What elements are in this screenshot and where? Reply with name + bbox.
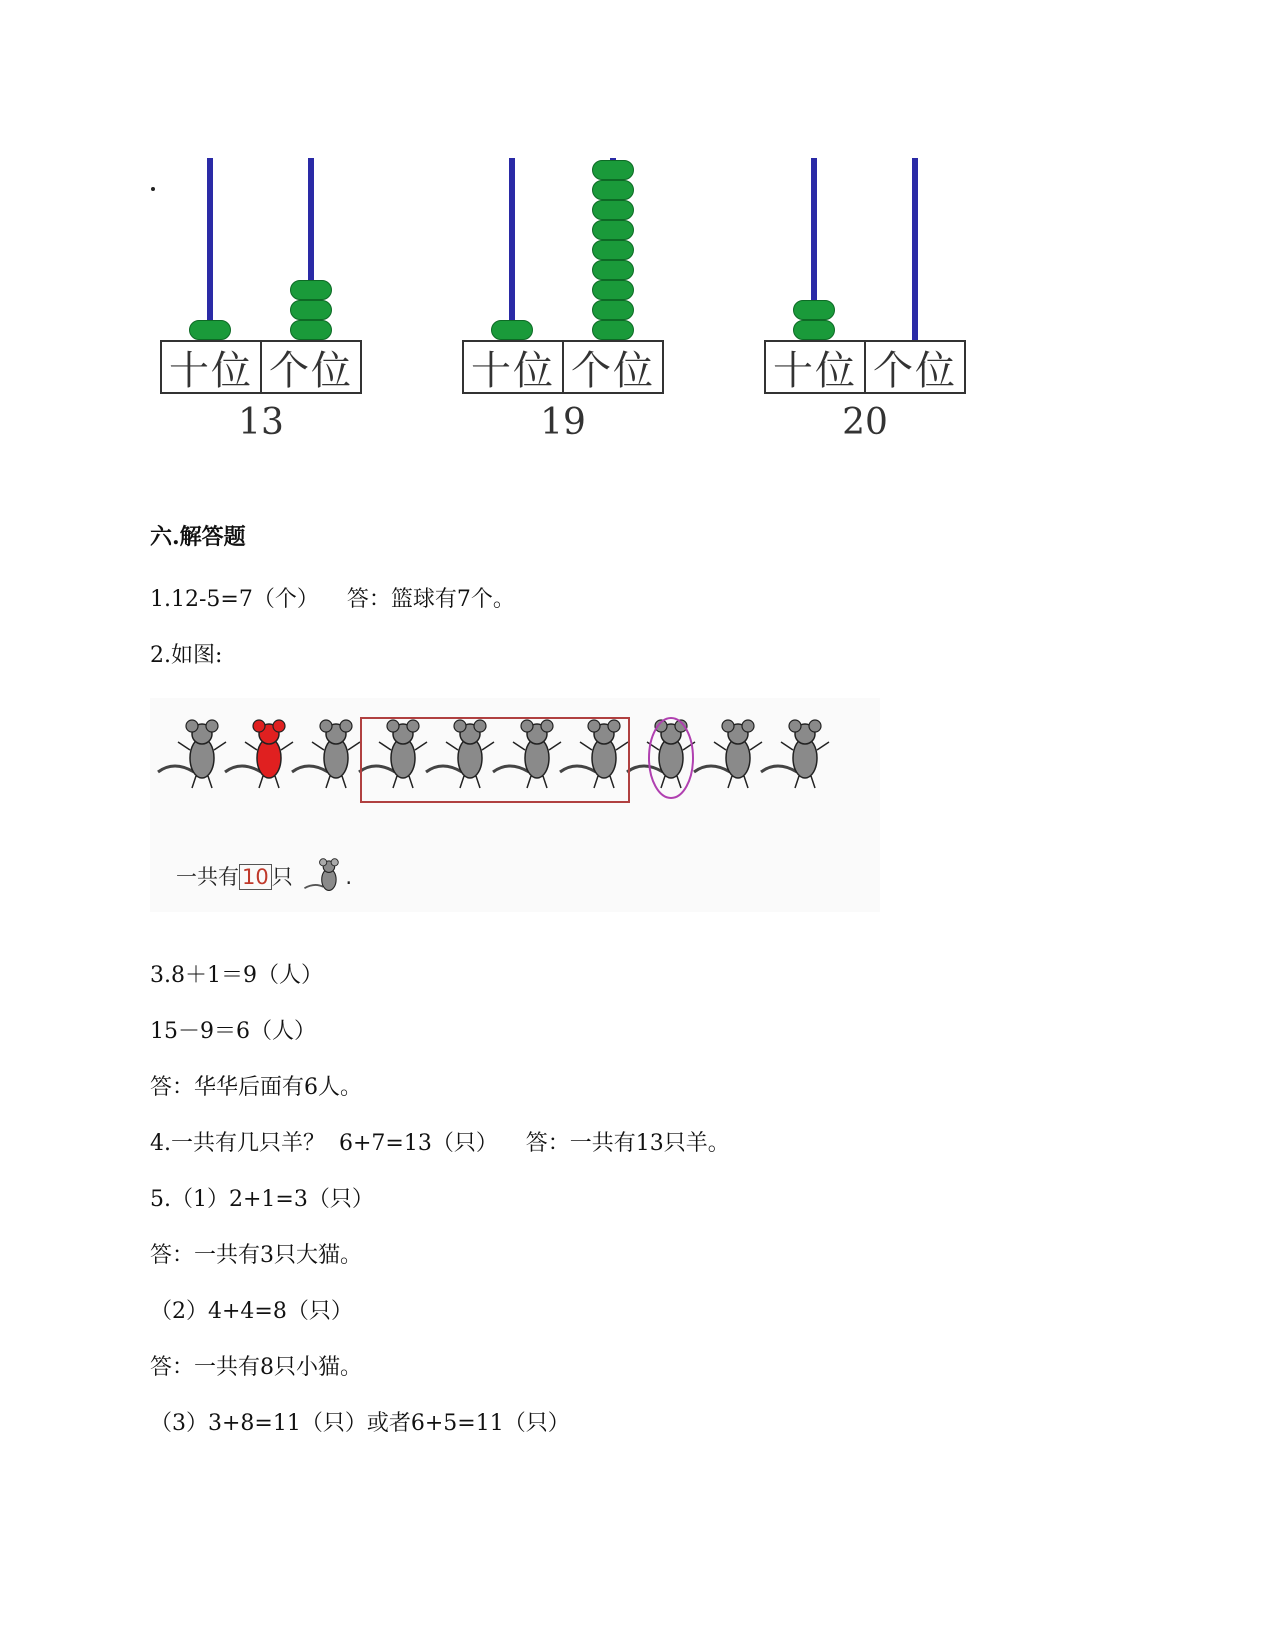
- mouse-9: [694, 720, 762, 788]
- abacus-3: [764, 150, 974, 450]
- tens-rod: [207, 158, 213, 340]
- count-suffix: 只: [271, 865, 293, 889]
- mouse-6: [493, 720, 561, 788]
- place-value-box: [764, 340, 966, 394]
- tens-bead: [793, 300, 835, 320]
- stray-dot: [151, 187, 155, 191]
- answer-5-line-3: （2）4+4=8（只）: [150, 1299, 353, 1324]
- place-value-box: [160, 340, 362, 394]
- abacus-number: 20: [842, 402, 888, 443]
- mouse-3: [292, 720, 360, 788]
- ones-bead: [592, 200, 634, 220]
- mouse-10: [761, 720, 829, 788]
- tens-bead: [793, 320, 835, 340]
- tens-label: 十位: [471, 347, 555, 394]
- count-period: .: [345, 865, 353, 889]
- ones-bead: [592, 260, 634, 280]
- abacus-2: [462, 150, 672, 450]
- ones-bead: [592, 320, 634, 340]
- answer-5-line-1: 5.（1）2+1=3（只）: [150, 1187, 374, 1212]
- abacus-1: [160, 150, 370, 450]
- count-value-box: 10: [239, 864, 272, 890]
- ones-bead: [592, 300, 634, 320]
- tens-label: 十位: [773, 347, 857, 394]
- ones-rod: [912, 158, 918, 340]
- ones-bead: [290, 280, 332, 300]
- ones-bead: [592, 180, 634, 200]
- abacus-number: 13: [238, 402, 284, 443]
- mice-row: [150, 698, 880, 838]
- answer-3-line-3: 答：华华后面有6人。: [150, 1075, 362, 1100]
- ones-bead: [290, 320, 332, 340]
- answer-4: 4.一共有几只羊？ 6+7=13（只） 答：一共有13只羊。: [150, 1131, 730, 1156]
- answer-2: 2.如图:: [150, 643, 223, 668]
- answer-5-line-2: 答：一共有3只大猫。: [150, 1243, 362, 1268]
- ones-bead: [592, 240, 634, 260]
- mouse-icon: [299, 858, 345, 892]
- tens-label: 十位: [169, 347, 253, 394]
- ones-bead: [592, 220, 634, 240]
- mouse-5: [426, 720, 494, 788]
- abacus-number: 19: [540, 402, 586, 443]
- mouse-2: [225, 720, 293, 788]
- ones-label: 个位: [864, 342, 964, 392]
- mice-figure: [150, 698, 880, 912]
- tens-bead: [189, 320, 231, 340]
- answer-5-line-5: （3）3+8=11（只）或者6+5=11（只）: [150, 1411, 570, 1436]
- answer-5-line-4: 答：一共有8只小猫。: [150, 1355, 362, 1380]
- section-title: 六.解答题: [150, 524, 246, 550]
- mouse-7: [560, 720, 628, 788]
- tens-bead: [491, 320, 533, 340]
- mouse-8: [627, 720, 695, 788]
- ones-bead: [592, 160, 634, 180]
- mouse-4: [359, 720, 427, 788]
- answer-3-line-2: 15－9＝6（人）: [150, 1019, 316, 1044]
- tens-rod: [509, 158, 515, 340]
- answer-1: 1.12-5=7（个） 答：篮球有7个。: [150, 587, 515, 612]
- mice-count-text: [176, 858, 352, 892]
- ones-label: 个位: [562, 342, 662, 392]
- answer-3-line-1: 3.8＋1＝9（人）: [150, 963, 323, 988]
- ones-bead: [592, 280, 634, 300]
- mouse-1: [158, 720, 226, 788]
- count-prefix: 一共有: [176, 865, 239, 889]
- place-value-box: [462, 340, 664, 394]
- ones-label: 个位: [260, 342, 360, 392]
- ones-bead: [290, 300, 332, 320]
